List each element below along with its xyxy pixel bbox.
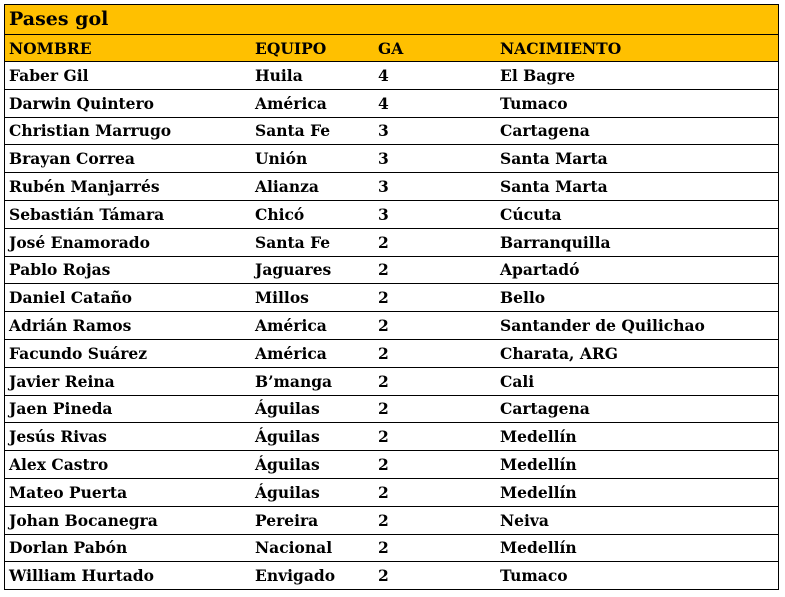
cell-team: Nacional (255, 538, 333, 558)
cell-team: Jaguares (255, 260, 332, 280)
cell-ga: 2 (378, 399, 389, 419)
cell-ga: 2 (378, 482, 389, 502)
assists-table (4, 4, 779, 590)
cell-ga: 2 (378, 510, 389, 530)
header-birthplace: NACIMIENTO (500, 38, 622, 58)
cell-birthplace: Barranquilla (500, 232, 611, 252)
cell-name: Jaen Pineda (9, 399, 113, 419)
cell-name: Adrián Ramos (9, 316, 132, 336)
cell-birthplace: El Bagre (500, 65, 576, 85)
cell-ga: 4 (378, 93, 389, 113)
cell-birthplace: Tumaco (500, 93, 568, 113)
cell-birthplace: Bello (500, 288, 546, 308)
cell-name: Brayan Correa (9, 149, 135, 169)
cell-ga: 2 (378, 566, 389, 586)
cell-ga: 2 (378, 316, 389, 336)
cell-birthplace: Apartadó (500, 260, 580, 280)
cell-ga: 2 (378, 455, 389, 475)
cell-ga: 2 (378, 288, 389, 308)
cell-birthplace: Medellín (500, 427, 577, 447)
table-body (4, 62, 779, 590)
cell-name: William Hurtado (9, 566, 154, 586)
table-row (4, 145, 779, 173)
cell-ga: 2 (378, 232, 389, 252)
cell-birthplace: Medellín (500, 455, 577, 475)
table-title: Pases gol (4, 4, 779, 35)
cell-ga: 2 (378, 371, 389, 391)
cell-name: Christian Marrugo (9, 121, 172, 141)
cell-team: América (255, 343, 327, 363)
cell-name: Daniel Cataño (9, 288, 132, 308)
cell-ga: 3 (378, 177, 389, 197)
cell-team: Águilas (255, 399, 320, 419)
cell-team: Águilas (255, 455, 320, 475)
table-row (4, 562, 779, 590)
cell-team: Alianza (255, 177, 319, 197)
cell-name: Sebastián Támara (9, 204, 165, 224)
table-row (4, 257, 779, 285)
cell-birthplace: Santander de Quilichao (500, 316, 705, 336)
cell-name: Javier Reina (9, 371, 115, 391)
cell-ga: 2 (378, 260, 389, 280)
cell-team: Chicó (255, 204, 305, 224)
cell-name: Jesús Rivas (9, 427, 107, 447)
table-row (4, 423, 779, 451)
cell-birthplace: Santa Marta (500, 149, 608, 169)
table-row (4, 535, 779, 563)
cell-team: Águilas (255, 427, 320, 447)
cell-birthplace: Charata, ARG (500, 343, 618, 363)
cell-birthplace: Cali (500, 371, 535, 391)
cell-team: América (255, 316, 327, 336)
table-row (4, 229, 779, 257)
cell-ga: 4 (378, 65, 389, 85)
cell-name: José Enamorado (9, 232, 150, 252)
cell-ga: 2 (378, 427, 389, 447)
header-team: EQUIPO (255, 38, 327, 58)
cell-ga: 3 (378, 121, 389, 141)
cell-team: Envigado (255, 566, 336, 586)
table-row (4, 284, 779, 312)
cell-ga: 3 (378, 149, 389, 169)
cell-team: Huila (255, 65, 303, 85)
cell-team: Santa Fe (255, 121, 331, 141)
cell-team: América (255, 93, 327, 113)
table-row (4, 479, 779, 507)
cell-ga: 3 (378, 204, 389, 224)
cell-team: Unión (255, 149, 308, 169)
table-header-row (4, 35, 779, 62)
table-row (4, 90, 779, 118)
cell-name: Facundo Suárez (9, 343, 148, 363)
cell-birthplace: Santa Marta (500, 177, 608, 197)
table-row (4, 118, 779, 146)
cell-name: Mateo Puerta (9, 482, 128, 502)
cell-birthplace: Cartagena (500, 121, 590, 141)
cell-birthplace: Cúcuta (500, 204, 562, 224)
cell-birthplace: Medellín (500, 482, 577, 502)
cell-name: Faber Gil (9, 65, 89, 85)
table-row (4, 312, 779, 340)
cell-team: Santa Fe (255, 232, 331, 252)
cell-name: Dorlan Pabón (9, 538, 128, 558)
cell-name: Pablo Rojas (9, 260, 111, 280)
table-row (4, 507, 779, 535)
cell-team: Águilas (255, 482, 320, 502)
cell-birthplace: Tumaco (500, 566, 568, 586)
cell-birthplace: Cartagena (500, 399, 590, 419)
table-row (4, 368, 779, 396)
table-row (4, 451, 779, 479)
cell-team: Millos (255, 288, 309, 308)
header-ga: GA (378, 38, 404, 58)
cell-birthplace: Medellín (500, 538, 577, 558)
cell-name: Darwin Quintero (9, 93, 155, 113)
cell-name: Alex Castro (9, 455, 109, 475)
cell-team: B’manga (255, 371, 333, 391)
cell-ga: 2 (378, 538, 389, 558)
table-row (4, 62, 779, 90)
table-row (4, 340, 779, 368)
table-row (4, 173, 779, 201)
cell-name: Johan Bocanegra (9, 510, 158, 530)
cell-name: Rubén Manjarrés (9, 177, 160, 197)
header-name: NOMBRE (9, 38, 92, 58)
cell-team: Pereira (255, 510, 319, 530)
table-row (4, 396, 779, 424)
table-row (4, 201, 779, 229)
cell-ga: 2 (378, 343, 389, 363)
cell-birthplace: Neiva (500, 510, 549, 530)
